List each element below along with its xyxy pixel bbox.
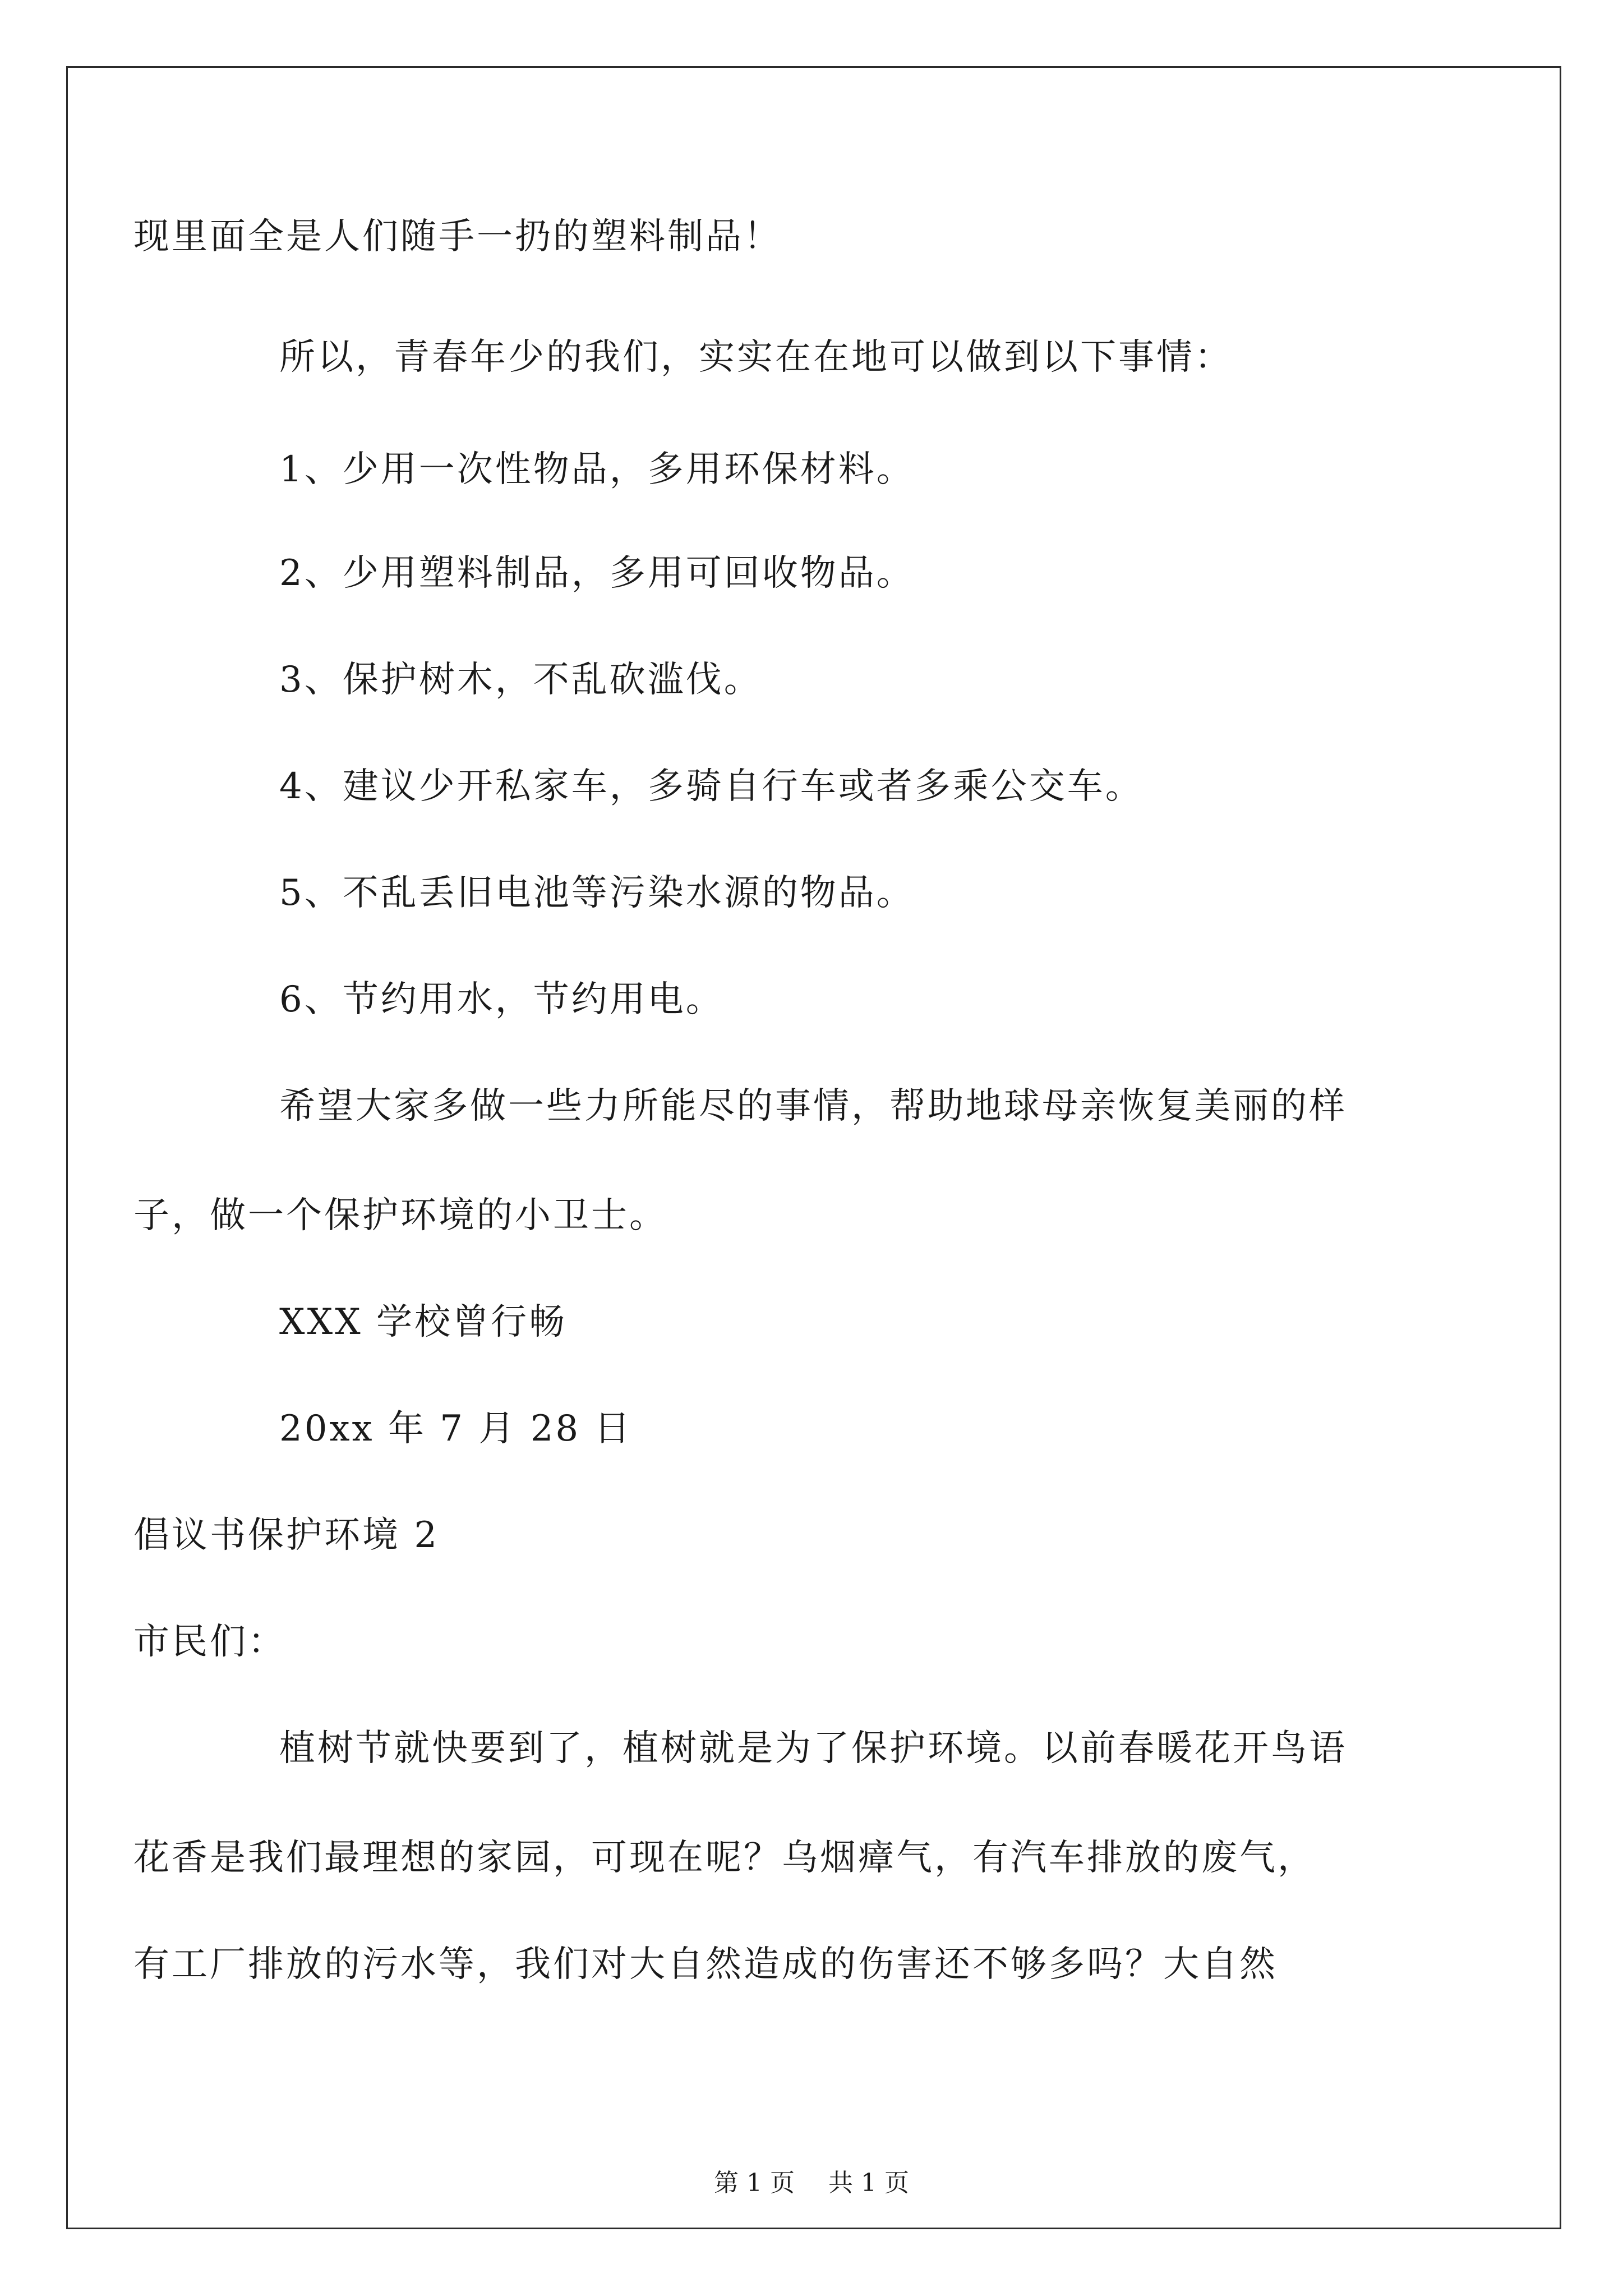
text-line: 所以，青春年少的我们，实实在在地可以做到以下事情： xyxy=(279,337,1233,378)
text-line: 花香是我们最理想的家园，可现在呢？乌烟瘴气，有汽车排放的废气， xyxy=(133,1837,1316,1879)
text-line: 希望大家多做一些力所能尽的事情，帮助地球母亲恢复美丽的样 xyxy=(279,1085,1347,1127)
list-item: 2、少用塑料制品，多用可回收物品。 xyxy=(279,553,915,594)
list-item: 1、少用一次性物品，多用环保材料。 xyxy=(279,449,915,490)
salutation: 市民们： xyxy=(133,1621,286,1663)
date-line: 20xx 年 7 月 28 日 xyxy=(279,1408,633,1450)
page-total: 共 1 页 xyxy=(828,2169,909,2197)
text-line: 现里面全是人们随手一扔的塑料制品！ xyxy=(133,216,782,257)
section-title: 倡议书保护环境 2 xyxy=(133,1515,440,1556)
list-item: 4、建议少开私家车，多骑自行车或者多乘公交车。 xyxy=(279,766,1144,807)
list-item: 6、节约用水，节约用电。 xyxy=(279,979,724,1020)
page-footer xyxy=(0,2166,1623,2200)
text-line: 子，做一个保护环境的小卫士。 xyxy=(133,1195,667,1236)
text-line: 有工厂排放的污水等，我们对大自然造成的伤害还不够多吗？大自然 xyxy=(133,1944,1278,1985)
list-item: 5、不乱丢旧电池等污染水源的物品。 xyxy=(279,872,915,914)
list-item: 3、保护树木，不乱砍滥伐。 xyxy=(279,659,762,701)
signature-line: XXX 学校曾行畅 xyxy=(279,1301,568,1343)
text-line: 植树节就快要到了，植树就是为了保护环境。以前春暖花开鸟语 xyxy=(279,1728,1347,1769)
page-number: 第 1 页 xyxy=(714,2169,795,2197)
page-border xyxy=(66,66,1561,2229)
